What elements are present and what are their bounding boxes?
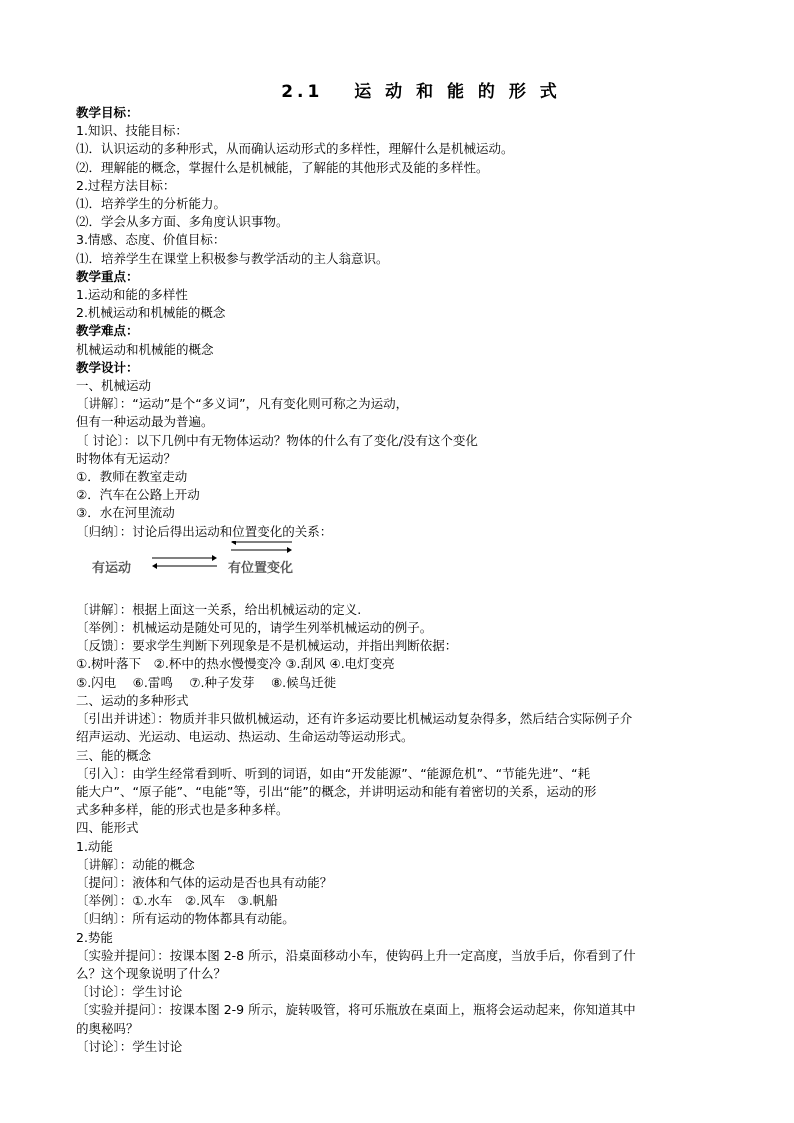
text-block-design	[76, 601, 716, 1056]
text-line: 2.机械运动和机械能的概念	[76, 305, 226, 321]
text-block-objectives	[76, 104, 716, 541]
arrow-head-top-left	[231, 541, 236, 545]
text-line: ⑴．认识运动的多种形式，从而确认运动形式的多样性，理解什么是机械运动。	[76, 141, 514, 157]
text-line: 〔归纳〕：所有运动的物体都具有动能。	[76, 911, 295, 927]
text-line: ⑵．理解能的概念，掌握什么是机械能，了解能的其他形式及能的多样性。	[76, 159, 489, 175]
text-line: 〔反馈〕：要求学生判断下列现象是不是机械运动，并指出判断依据：	[76, 638, 458, 654]
text-line: 〔提问〕：液体和气体的运动是否也具有动能？	[76, 874, 333, 890]
text-line: ⑴．培养学生在课堂上积极参与教学活动的主人翁意识。	[76, 250, 389, 266]
text-line: 能大户”、“原子能”、“电能”等，引出“能”的概念，并讲明运动和能有着密切的关系，运动的形	[76, 783, 597, 799]
text-line: 四、能形式	[76, 820, 139, 836]
text-line: ①．教师在教室走动	[76, 469, 188, 485]
text-line: ⑵．学会从多方面、多角度认识事物。	[76, 214, 289, 230]
arrow-head-right	[212, 555, 217, 561]
text-line: 〔讨论〕：学生讨论	[76, 1038, 183, 1054]
page-title: 2.1 运 动 和 能 的 形 式	[281, 82, 561, 102]
text-line: 的奥秘吗？	[76, 1020, 139, 1036]
text-line: 〔实验并提问〕：按课本图 2-9 所示，旋转吸管，将可乐瓶放在桌面上，瓶将会运动起来，你知道其中	[76, 1002, 636, 1018]
text-line: 一、机械运动	[76, 378, 152, 394]
arrow-head-left	[152, 563, 157, 569]
text-line: 但有一种运动最为普遍。	[76, 414, 214, 430]
text-line: 〔归纳〕：讨论后得出运动和位置变化的关系：	[76, 523, 333, 539]
text-line: 1.动能	[76, 838, 113, 854]
text-line: ⑴．培养学生的分析能力。	[76, 196, 227, 212]
arrow-head-top-right	[287, 547, 292, 553]
text-line: 机械运动和机械能的概念	[76, 341, 214, 357]
section-heading: 教学重点：	[76, 268, 139, 284]
text-line: 〔实验并提问〕：按课本图 2-8 所示，沿桌面移动小车，使钩码上升一定高度，当放手后，你看到了什	[76, 947, 636, 963]
text-line: 二、运动的多种形式	[76, 692, 189, 708]
text-line: 2.势能	[76, 929, 113, 945]
section-heading: 教学设计：	[76, 359, 139, 375]
text-line: 式多种多样，能的形式也是多种多样。	[76, 802, 289, 818]
motion-position-diagram	[76, 541, 716, 601]
text-line: 〔举例〕：机械运动是随处可见的，请学生列举机械运动的例子。	[76, 620, 433, 636]
text-line: ①.树叶落下 ②.杯中的热水慢慢变冷 ③.刮风 ④.电灯变亮	[76, 656, 395, 672]
text-line: 绍声运动、光运动、电运动、热运动、生命运动等运动形式。	[76, 729, 414, 745]
section-heading: 教学难点：	[76, 323, 139, 339]
text-line: 〔讨论〕：学生讨论	[76, 984, 183, 1000]
section-heading: 教学目标：	[76, 105, 139, 120]
text-line: 〔引出并讲述〕：物质并非只做机械运动，还有许多运动要比机械运动复杂得多，然后结合实际例子介	[76, 711, 633, 727]
text-line: ⑤.闪电 ⑥.雷鸣 ⑦.种子发芽 ⑧.候鸟迁徙	[76, 674, 337, 690]
text-line: 〔讲解〕：动能的概念	[76, 856, 195, 872]
text-line: 〔讲解〕：“运动”是个“多义词”，凡有变化则可称之为运动，	[76, 396, 409, 412]
text-line: 三、能的概念	[76, 747, 152, 763]
text-line: 么？这个现象说明了什么？	[76, 965, 227, 981]
text-line: 1.运动和能的多样性	[76, 287, 188, 303]
text-line: ③．水在河里流动	[76, 505, 175, 521]
text-line: 3.情感、态度、价值目标：	[76, 232, 226, 248]
text-line: 〔引入〕：由学生经常看到听、听到的词语，如由“开发能源”、“能源危机”、“节能先进”、“耗	[76, 765, 591, 781]
document-page	[76, 80, 716, 1056]
text-line: 2.过程方法目标：	[76, 177, 176, 193]
text-line: 时物体有无运动？	[76, 450, 177, 466]
text-line: 〔举例〕：①.水车 ②.风车 ③.帆船	[76, 893, 278, 909]
text-line: 〔 讨论〕：以下几例中有无物体运动？物体的什么有了变化/没有这个变化	[76, 432, 478, 448]
text-line: 1.知识、技能目标：	[76, 123, 188, 139]
diagram-arrows	[76, 541, 716, 601]
text-line: ②．汽车在公路上开动	[76, 487, 200, 503]
diagram-label-position-change: 有位置变化	[228, 560, 294, 576]
diagram-label-motion: 有运动	[92, 560, 132, 576]
text-line: 〔讲解〕：根据上面这一关系，给出机械运动的定义.	[76, 601, 362, 617]
